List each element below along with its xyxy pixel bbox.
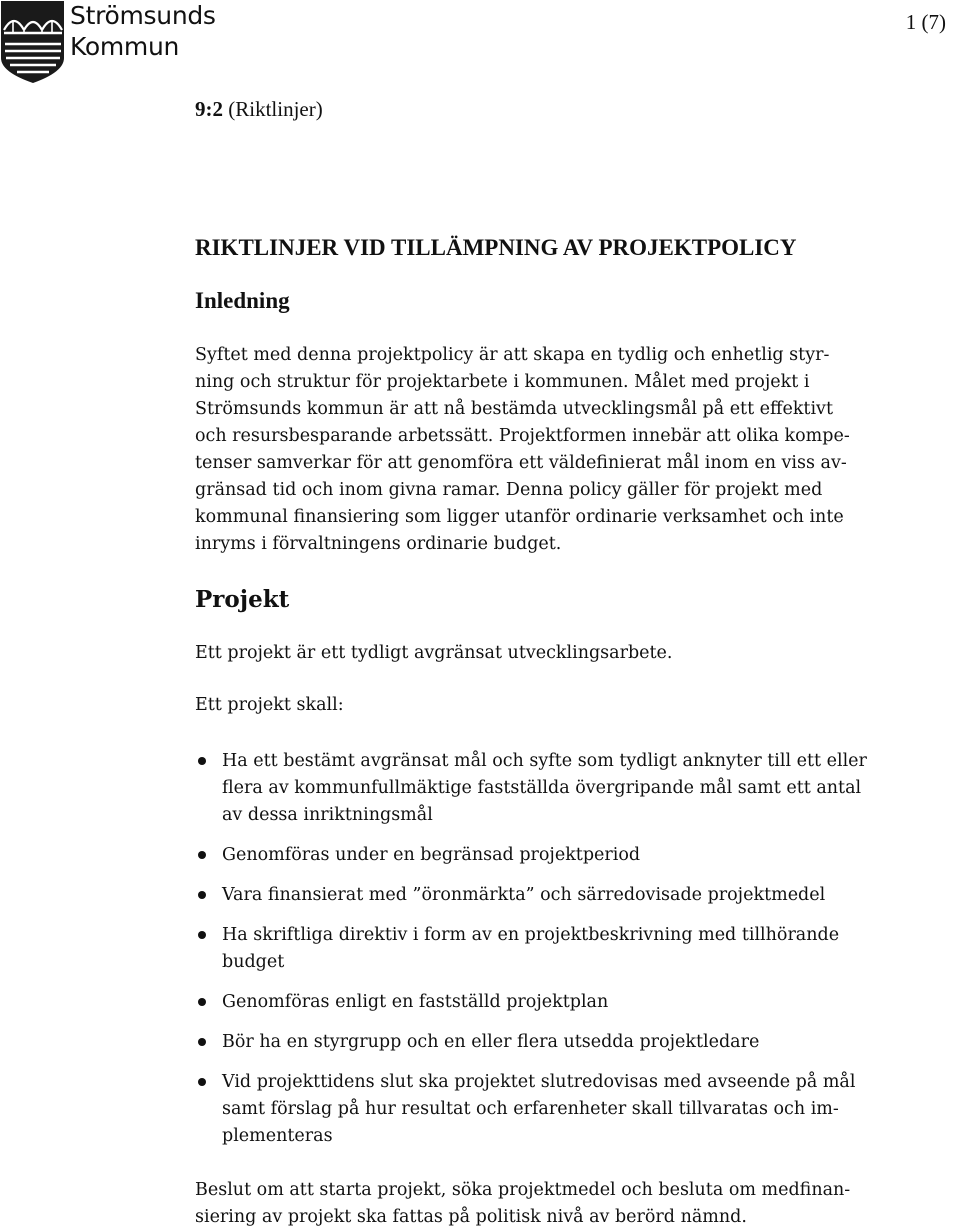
text-line: budget [222, 952, 285, 972]
list-item [195, 989, 935, 1016]
bullet-dot-icon [198, 891, 206, 899]
logo-wordmark [70, 0, 216, 62]
text-line: gränsad tid och inom givna ramar. Denna policy gäller för projekt med [195, 480, 823, 500]
text-line: Ha ett bestämt avgränsat mål och syfte som tydligt anknyter till ett eller [222, 751, 867, 771]
list-item [195, 748, 935, 829]
text-line: plementeras [222, 1126, 333, 1146]
text-line: Vid projekttidens slut ska projektet slutredovisas med avseende på mål [222, 1072, 856, 1092]
text-line: Genomföras under en begränsad projektperiod [222, 845, 641, 865]
list-item [195, 882, 935, 909]
text-line: Beslut om att starta projekt, söka projektmedel och besluta om medfinan- [195, 1180, 851, 1200]
text-line: Vara finansierat med ”öronmärkta” och särredovisade projektmedel [222, 885, 826, 905]
bullet-dot-icon [198, 757, 206, 765]
text-line: siering av projekt ska fattas på politisk nivå av berörd nämnd. [195, 1207, 747, 1227]
text-line: Genomföras enligt en fastställd projektplan [222, 992, 609, 1012]
text-line: och resursbesparande arbetssätt. Projektformen innebär att olika kompe- [195, 426, 850, 446]
document-title: RIKTLINJER VID TILLÄMPNING AV PROJEKTPOLICY [195, 235, 797, 260]
requirements-list [195, 748, 935, 1163]
text-line: Strömsunds kommun är att nå bestämda utvecklingsmål på ett effektivt [195, 399, 833, 419]
list-item [195, 842, 935, 869]
reference-number: 9:2 [195, 97, 223, 121]
text-line: Ha skriftliga direktiv i form av en projektbeskrivning med tillhörande [222, 925, 840, 945]
bullet-dot-icon [198, 851, 206, 859]
page-number: 1 (7) [905, 10, 946, 34]
text-line: samt förslag på hur resultat och erfarenheter skall tillvaratas och im- [222, 1099, 839, 1119]
text-line: ning och struktur för projektarbete i kommunen. Målet med projekt i [195, 372, 810, 392]
bullet-dot-icon [198, 931, 206, 939]
municipality-logo [0, 0, 216, 84]
list-item [195, 922, 935, 976]
logo-line-1: Strömsunds [70, 1, 216, 30]
text-line: kommunal finansiering som ligger utanför ordinarie verksamhet och inte [195, 507, 844, 527]
section-heading-projekt: Projekt [195, 586, 290, 613]
text-line: Bör ha en styrgrupp och en eller flera utsedda projektledare [222, 1032, 760, 1052]
text-line: inryms i förvaltningens ordinarie budget. [195, 534, 562, 554]
list-item [195, 1069, 935, 1150]
bullet-dot-icon [198, 1038, 206, 1046]
section-heading-inledning: Inledning [195, 288, 290, 313]
text-line: tenser samverkar för att genomföra ett väldefinierat mål inom en viss av- [195, 453, 847, 473]
decision-paragraph [195, 1177, 850, 1231]
document-reference [195, 97, 323, 122]
list-item [195, 1029, 935, 1056]
municipal-crest-icon [0, 0, 66, 84]
reference-label: (Riktlinjer) [228, 97, 323, 121]
text-line: Syftet med denna projektpolicy är att skapa en tydlig och enhetlig styr- [195, 345, 830, 365]
intro-paragraph [195, 342, 925, 558]
text-line: av dessa inriktningsmål [222, 805, 433, 825]
requirements-intro: Ett projekt skall: [195, 695, 344, 715]
bullet-dot-icon [198, 998, 206, 1006]
logo-line-2: Kommun [70, 32, 180, 61]
text-line: flera av kommunfullmäktige fastställda övergripande mål samt ett antal [222, 778, 862, 798]
projekt-definition: Ett projekt är ett tydligt avgränsat utvecklingsarbete. [195, 643, 673, 663]
bullet-dot-icon [198, 1078, 206, 1086]
